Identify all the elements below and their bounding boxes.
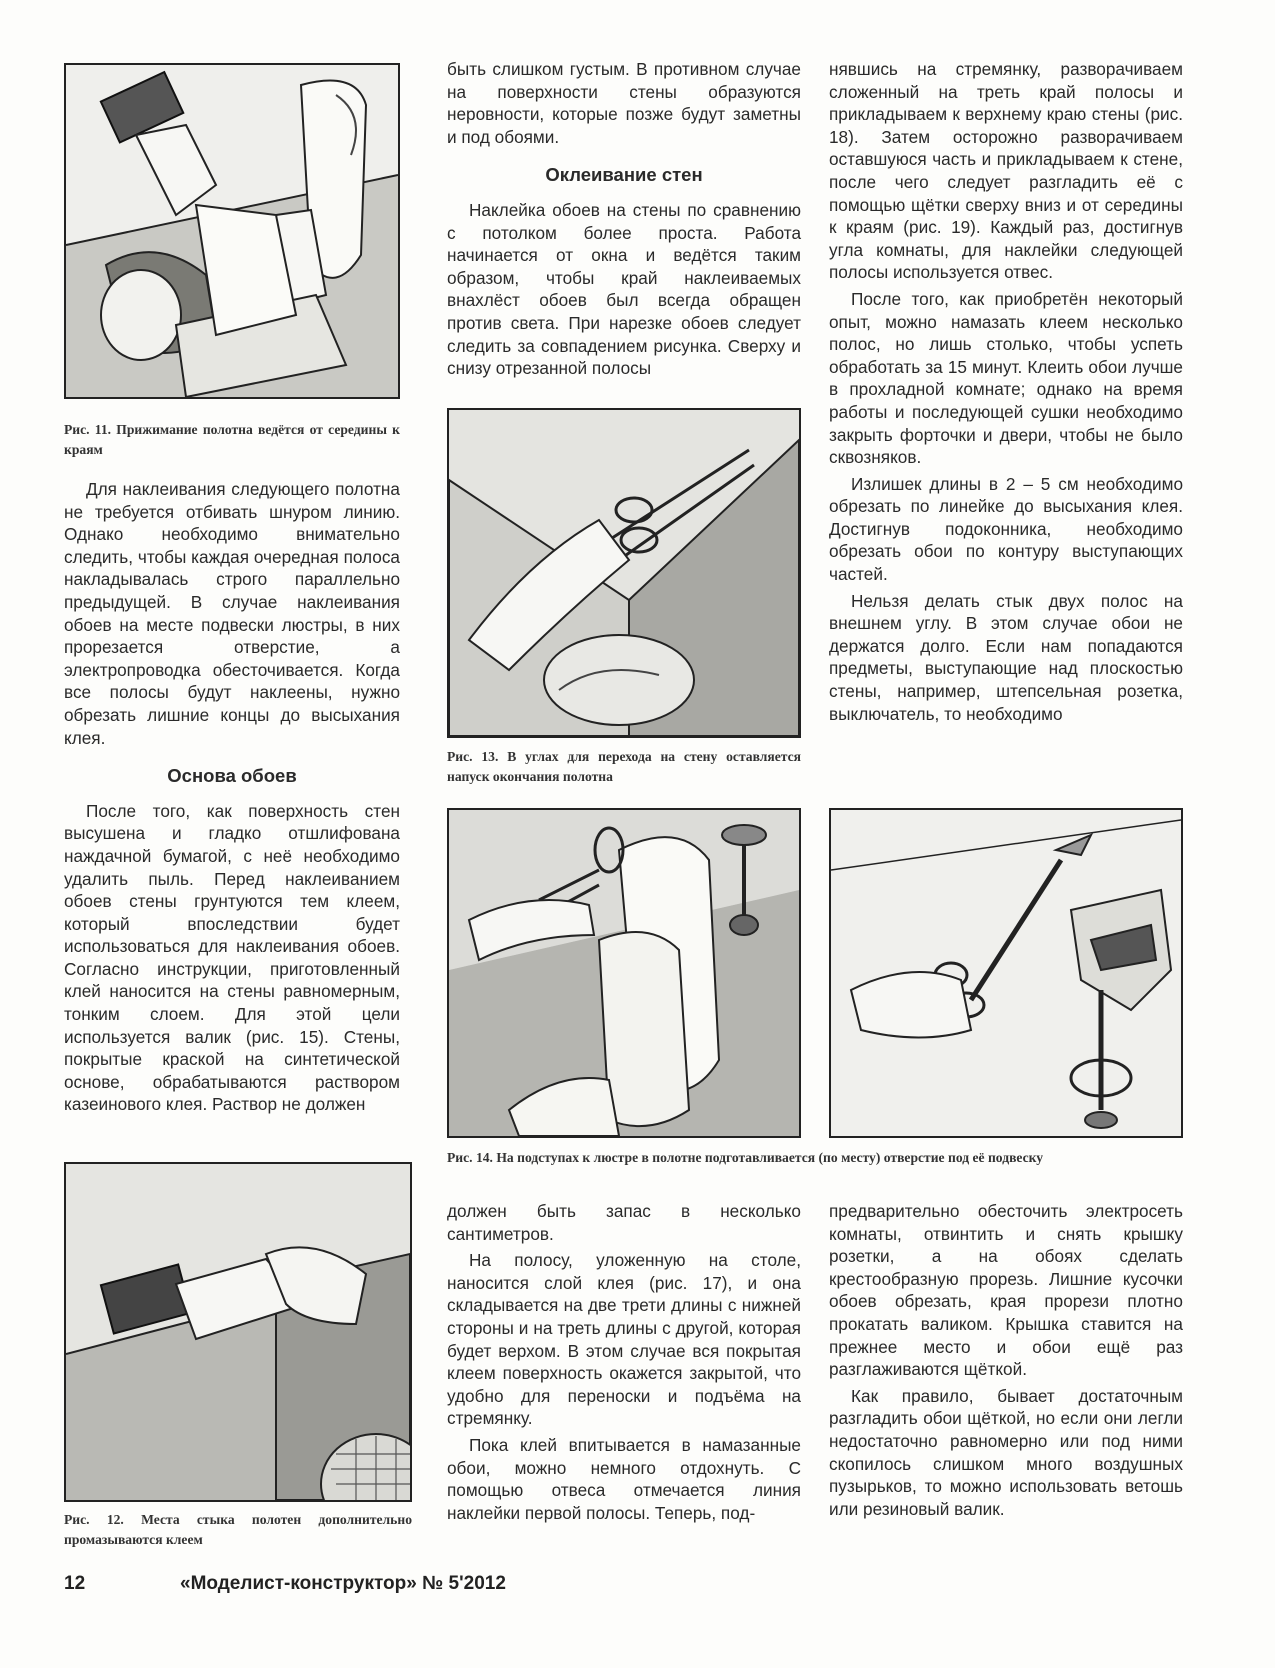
paragraph: После того, как приобретён некоторый опыт, можно намазать клеем несколько полос, но лишь столько, чтобы успеть обработать за 15 минут. Клеить обои лучше в прохладной комнате; однако на время работы и последующей сушки необходимо закрыть форточки и двери, чтобы не было сквозняков. bbox=[829, 288, 1183, 468]
figure-13-caption: Рис. 13. В углах для перехода на стену оставляется напуск окончания полотна bbox=[447, 749, 801, 784]
column-3-bottom-text bbox=[829, 1200, 1183, 1520]
column-2-bottom-text bbox=[447, 1200, 801, 1524]
paragraph: Нельзя делать стык двух полос на внешнем углу. В этом случае обои не держатся долго. Если нам попадаются предметы, выступающие над плоскостью стены, например, штепсельная розетка, выключатель, то необходимо bbox=[829, 590, 1183, 724]
paragraph: Пока клей впитывается в намазанные обои, можно немного отдохнуть. С помощью отвеса отмечается линия наклейки первой полосы. Теперь, под- bbox=[447, 1434, 801, 1523]
magazine-title: «Моделист-конструктор» № 5'2012 bbox=[180, 1573, 506, 1594]
illustration-cut-around-fixture bbox=[831, 810, 1181, 1136]
column-3-text bbox=[829, 58, 1183, 725]
paragraph: Для наклеивания следующего полотна не требуется отбивать шнуром линию. Однако необходимо внимательно следить, чтобы каждая очередная полоса накладывалась строго параллельно предыдущей. В случае наклеивания обоев на месте подвески люстры, в них прорезается отверстие, а электропроводка обесточивается. Когда все полосы будут наклеены, нужно обрезать лишние концы до высыхания клея. bbox=[64, 479, 400, 748]
column-1-text bbox=[64, 478, 400, 1116]
figure-12 bbox=[64, 1162, 412, 1502]
paragraph: Наклейка обоев на стены по сравнению с потолком более проста. Работа начинается от окна и ведётся таким образом, чтобы край наклеиваемых внахлёст обоев был всегда обращен против света. При нарезке обоев следует следить за совпадением рисунка. Сверху и снизу отрезанной полосы bbox=[447, 199, 801, 379]
paragraph: Как правило, бывает достаточным разгладить обои щёткой, но если они легли недостаточно равномерно или под ними скопилось слишком много воздушных пузырьков, то можно использовать ветошь или резиновый валик. bbox=[829, 1385, 1183, 1519]
figure-14-caption: Рис. 14. На подступах к люстре в полотне подготавливается (по месту) отверстие под её подвеску bbox=[447, 1150, 1044, 1165]
section-heading: Оклеивание стен bbox=[545, 164, 703, 186]
column-2-text bbox=[447, 58, 801, 380]
figure-11-caption: Рис. 11. Прижимание полотна ведётся от середины к краям bbox=[64, 422, 400, 457]
figure-12-caption: Рис. 12. Места стыка полотен дополнительно промазываются клеем bbox=[64, 1512, 412, 1547]
illustration-ceiling-papering bbox=[66, 65, 398, 397]
figure-13 bbox=[447, 408, 801, 738]
section-heading: Основа обоев bbox=[167, 765, 297, 787]
illustration-corner-overlap bbox=[449, 410, 799, 736]
figure-14-panel-left bbox=[447, 808, 801, 1138]
figure-14-panel-right bbox=[829, 808, 1183, 1138]
paragraph: Излишек длины в 2 – 5 см необходимо обрезать по линейке до высыхания клея. Достигнув подоконника, необходимо обрезать обои по контуру выступающих частей. bbox=[829, 473, 1183, 585]
illustration-brushing-seams bbox=[66, 1164, 410, 1500]
page-number: 12 bbox=[64, 1573, 86, 1594]
paragraph: нявшись на стремянку, разворачиваем сложенный на треть край полосы и прикладываем к верхнему краю стены (рис. 18). Затем осторожно разворачиваем оставшуюся часть и прикладываем к стене, после чего следует разгладить её с помощью щётки сверху вниз и от середины к краям (рис. 19). Каждый раз, достигнув угла комнаты, для наклейки следующей полосы используется отвес. bbox=[829, 59, 1183, 283]
paragraph: быть слишком густым. В противном случае на поверхности стены образуются неровности, которые позже будут заметны и под обоями. bbox=[447, 59, 801, 147]
figure-11 bbox=[64, 63, 400, 399]
paragraph: должен быть запас в несколько сантиметров. bbox=[447, 1201, 801, 1244]
paragraph: На полосу, уложенную на столе, наносится слой клея (рис. 17), и она складывается на две трети длины с нижней стороны и на треть длины с другой, которая будет верхом. В этом случае вся покрытая клеем поверхность окажется закрытой, что удобно для переноски и подъёма на стремянку. bbox=[447, 1250, 801, 1429]
illustration-chandelier-cut bbox=[449, 810, 799, 1136]
paragraph: предварительно обесточить электросеть комнаты, отвинтить и снять крышку розетки, а на обоях сделать крестообразную прорезь. Лишние кусочки обоев обрезать, края прорези плотно прокатать валиком. Крышка ставится на прежнее место и обои ещё раз разглаживаются щёткой. bbox=[829, 1201, 1183, 1380]
paragraph: После того, как поверхность стен высушена и гладко отшлифована наждачной бумагой, с неё необходимо удалить пыль. Перед наклеиванием обоев стены грунтуются тем клеем, который впоследствии будет использоваться для наклеивания обоев. Согласно инструкции, приготовленный клей наносится на стены равномерным, тонким слоем. Для этой цели используется валик (рис. 15). Стены, покрытые краской на синтетической основе, обрабатываются раствором казеинового клея. Раствор не должен bbox=[64, 800, 400, 1115]
